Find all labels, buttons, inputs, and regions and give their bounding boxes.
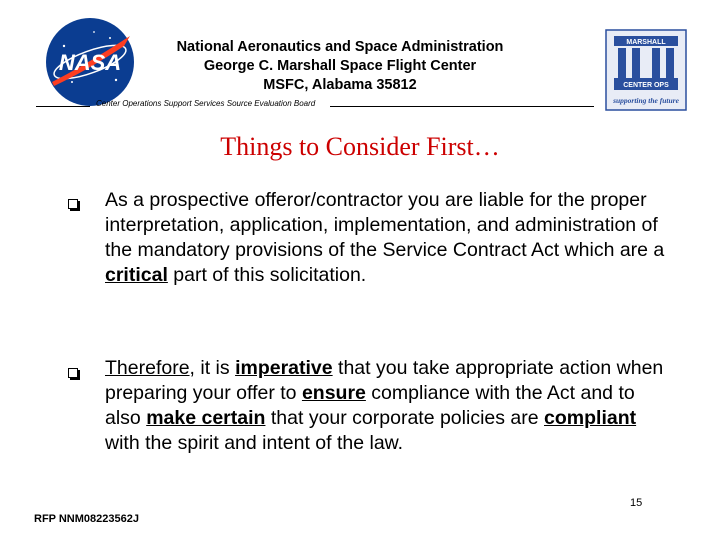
marshall-center-logo: [604, 28, 688, 112]
header-rule-right: [330, 106, 594, 107]
rfp-number: RFP NNM08223562J: [34, 513, 139, 525]
header-location: MSFC, Alabama 35812: [263, 77, 417, 93]
marshall-logo-motto: supporting the future: [613, 96, 679, 105]
marshall-logo-top-text: MARSHALL: [626, 39, 666, 46]
nasa-logo: [44, 16, 136, 108]
nasa-logo-text: NASA: [58, 50, 122, 75]
bullet-2-emphasis-ensure: ensure: [301, 382, 366, 404]
bullet-1-part-1: As a prospective offeror/contractor you are liable for the proper interpretation, application, implementation, and administration of the mandatory provisions of the Service Contract Act which are a: [105, 189, 665, 261]
bullet-2-emphasis-imperative: imperative: [235, 357, 333, 379]
page-number: 15: [630, 497, 643, 509]
bullet-1-emphasis-critical: critical: [105, 264, 168, 286]
header-rule-left: [36, 106, 90, 107]
bullet-2-part-2: , it is: [189, 357, 236, 379]
bullet-2-part-6: compliance with the Act and to also: [105, 382, 635, 429]
header-tagline: Center Operations Support Services Source Evaluation Board: [96, 99, 316, 108]
bullet-2-part-4: that you take appropriate action when preparing your offer to: [105, 357, 664, 404]
header-center: George C. Marshall Space Flight Center: [203, 58, 477, 74]
bullet-item-liability: [105, 188, 675, 288]
bullet-2-part-8: that your corporate policies are: [265, 407, 545, 429]
bullet-item-compliance: [105, 356, 675, 456]
bullet-2-therefore: Therefore: [105, 357, 190, 379]
bullet-2-part-10: with the spirit and intent of the law.: [105, 432, 404, 454]
bullet-marker: [68, 199, 78, 209]
bullet-2-emphasis-make-certain: make certain: [146, 407, 266, 429]
bullet-1-part-3: part of this solicitation.: [167, 264, 367, 286]
bullet-2-emphasis-compliant: compliant: [544, 407, 637, 429]
bullet-marker: [68, 368, 78, 378]
slide-title: Things to Consider First…: [220, 132, 500, 161]
marshall-logo-bottom-text: CENTER OPS: [623, 82, 669, 89]
header-agency: National Aeronautics and Space Administration: [176, 39, 504, 55]
